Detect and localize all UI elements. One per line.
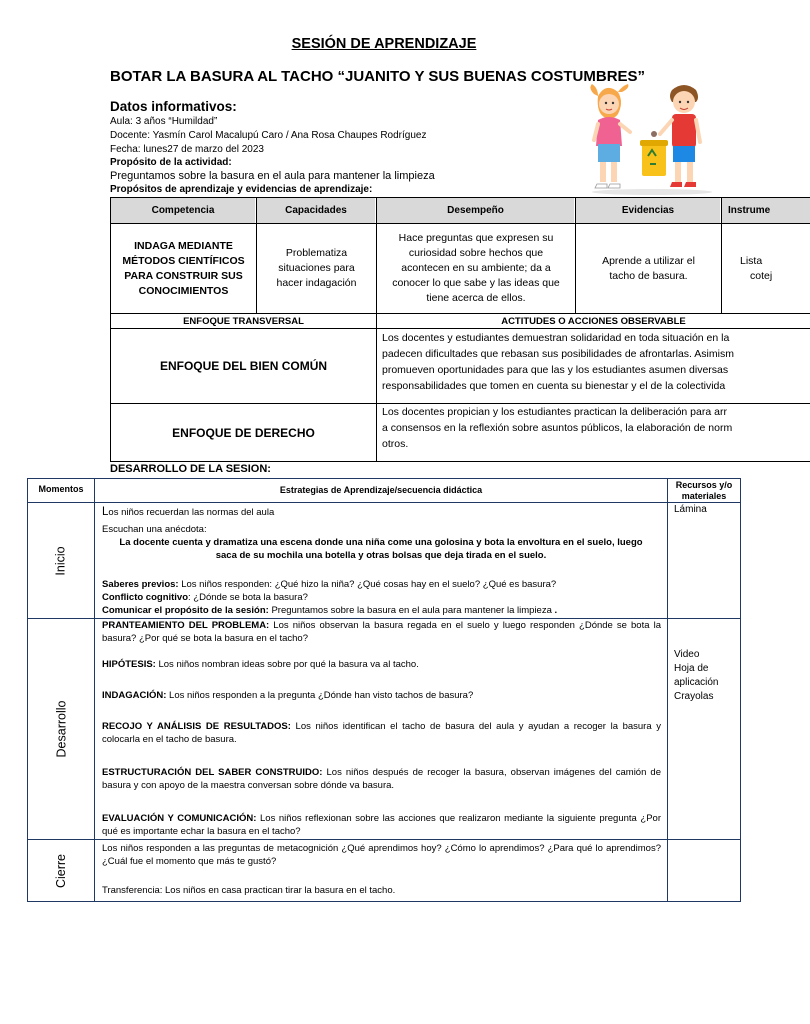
momento-inicio: Inicio bbox=[54, 545, 68, 576]
cierre-metacognicion: Los niños responden a las preguntas de metacognición ¿Qué aprendimos hoy? ¿Cómo lo aprendimos? ¿Para qué lo aprendimos? ¿Cuál fue el momento que más te gustó? bbox=[102, 843, 661, 867]
enfoque-derecho-actions: Los docentes propician y los estudiantes practican la deliberación para arr a consensos en la reflexión sobre asuntos públicos, la elaboración de norm otros. bbox=[382, 406, 733, 450]
kids-trash-illustration bbox=[584, 84, 720, 196]
page-title: SESIÓN DE APRENDIZAJE bbox=[291, 36, 477, 52]
desarrollo-hipotesis: HIPÓTESIS: Los niños nombran ideas sobre por qué la basura va al tacho. bbox=[102, 659, 419, 670]
desarrollo-planteamiento: PRANTEAMIENTO DEL PROBLEMA: Los niños observan la basura regada en el suelo y luego responden ¿Dónde se bota la basura? ¿Por qué se bota la basura en el tacho? bbox=[102, 620, 661, 644]
desarrollo-estructuracion: ESTRUCTURACIÓN DEL SABER CONSTRUIDO: Los niños después de recoger la basura, observan imágenes del camión de basura y con apoyo de la maestra conversan sobre dónde va basura. bbox=[102, 767, 661, 791]
inicio-saberes-previos: Saberes previos: Los niños responden: ¿Qué hizo la niña? ¿Qué cosas hay en el suelo? ¿Qué es basura? bbox=[102, 579, 557, 590]
evidencias-cell: Aprende a utilizar el tacho de basura. bbox=[602, 254, 695, 282]
competencias-table bbox=[110, 197, 810, 462]
trash-can-icon bbox=[640, 131, 668, 176]
fecha-info: Fecha: lunes27 de marzo del 2023 bbox=[110, 144, 264, 155]
desarrollo-recojo: RECOJO Y ANÁLISIS DE RESULTADOS: Los niños identifican el tacho de basura del aula y ayudan a recoger la basura y colocarla en el tacho de basura. bbox=[102, 721, 661, 745]
inicio-anecdota: La docente cuenta y dramatiza una escena donde una niña come una golosina y bota la envoltura en el suelo, luego saca de su mochila una botella y otras bolsas que deja tirada en el suelo. bbox=[119, 537, 643, 561]
docente-info: Docente: Yasmín Carol Macalupú Caro / Ana Rosa Chaupes Rodríguez bbox=[110, 130, 427, 141]
inicio-comunicar-proposito: Comunicar el propósito de la sesión: Preguntamos sobre la basura en el aula para mantener la limpieza . bbox=[102, 605, 558, 616]
desarrollo-indagacion: INDAGACIÓN: Los niños responden a la pregunta ¿Dónde han visto tachos de basura? bbox=[102, 690, 474, 701]
aula-info: Aula: 3 años “Humildad” bbox=[110, 116, 218, 127]
actitudes-header: ACTITUDES O ACCIONES OBSERVABLE bbox=[501, 315, 686, 327]
momento-desarrollo: Desarrollo bbox=[54, 700, 68, 758]
inicio-conflicto: Conflicto cognitivo: ¿Dónde se bota la basura? bbox=[102, 592, 308, 603]
desempeno-cell: Hace preguntas que expresen su curiosidad sobre hechos que acontecen en su ambiente; da a conocer lo que sabe y las ideas que tiene acerca de ellos. bbox=[392, 232, 560, 304]
enfoque-bien-comun: ENFOQUE DEL BIEN COMÚN bbox=[159, 359, 328, 373]
inicio-normas: Los niños recuerdan las normas del aula bbox=[102, 506, 275, 518]
propositos-aprendizaje-label: Propósitos de aprendizaje y evidencias de aprendizaje: bbox=[110, 184, 373, 195]
session-subtitle: BOTAR LA BASURA AL TACHO “JUANITO Y SUS BUENAS COSTUMBRES” bbox=[110, 68, 646, 85]
header-recursos: Recursos y/o materiales bbox=[675, 479, 733, 501]
girl-figure bbox=[590, 84, 630, 188]
inicio-escuchan: Escuchan una anécdota: bbox=[102, 524, 207, 535]
header-instrumento: Instrume bbox=[722, 198, 810, 223]
competencia-cell: INDAGA MEDIANTE MÉTODOS CIENTÍFICOS PARA CONSTRUIR SUS CONOCIMIENTOS bbox=[122, 239, 245, 297]
cierre-transferencia: Transferencia: Los niños en casa practican tirar la basura en el tacho. bbox=[102, 885, 396, 896]
header-estrategias: Estrategias de Aprendizaje/secuencia didáctica bbox=[279, 485, 483, 495]
enfoque-transversal-header: ENFOQUE TRANSVERSAL bbox=[183, 315, 304, 327]
proposito-label: Propósito de la actividad: bbox=[110, 157, 232, 168]
header-momentos: Momentos bbox=[38, 483, 84, 494]
header-evidencias: Evidencias bbox=[576, 198, 720, 223]
desarrollo-heading: DESARROLLO DE LA SESION: bbox=[110, 463, 271, 475]
enfoque-derecho: ENFOQUE DE DERECHO bbox=[172, 425, 315, 440]
inicio-recurso: Lámina bbox=[674, 504, 707, 515]
momento-cierre: Cierre bbox=[53, 853, 68, 888]
datos-informativos-heading: Datos informativos: bbox=[110, 99, 237, 114]
instrumento-cell: Lista cotej bbox=[740, 254, 773, 282]
header-capacidades: Capacidades bbox=[257, 198, 375, 223]
desarrollo-evaluacion: EVALUACIÓN Y COMUNICACIÓN: Los niños reflexionan sobre las acciones que realizaron mediante la siguiente pregunta ¿Por qué es importante echar la basura en el tacho? bbox=[102, 813, 661, 837]
enfoque-bien-comun-actions: Los docentes y estudiantes demuestran solidaridad en toda situación en la padecen dificultades que rebasan sus posibilidades de afrontarlas. Asimism promueven oportunidades para que las y los estudiantes asumen diversas responsabilidades que tomen en cuenta su bienestar y el de la colectivida bbox=[382, 332, 734, 392]
secuencia-didactica-table bbox=[27, 478, 741, 902]
desarrollo-recursos: Video Hoja de aplicación Crayolas bbox=[674, 649, 719, 702]
header-competencia: Competencia bbox=[111, 198, 255, 223]
header-desempeno: Desempeño bbox=[377, 198, 574, 223]
capacidades-cell: Problematiza situaciones para hacer indagación bbox=[276, 247, 357, 289]
proposito-text: Preguntamos sobre la basura en el aula para mantener la limpieza bbox=[110, 170, 435, 182]
